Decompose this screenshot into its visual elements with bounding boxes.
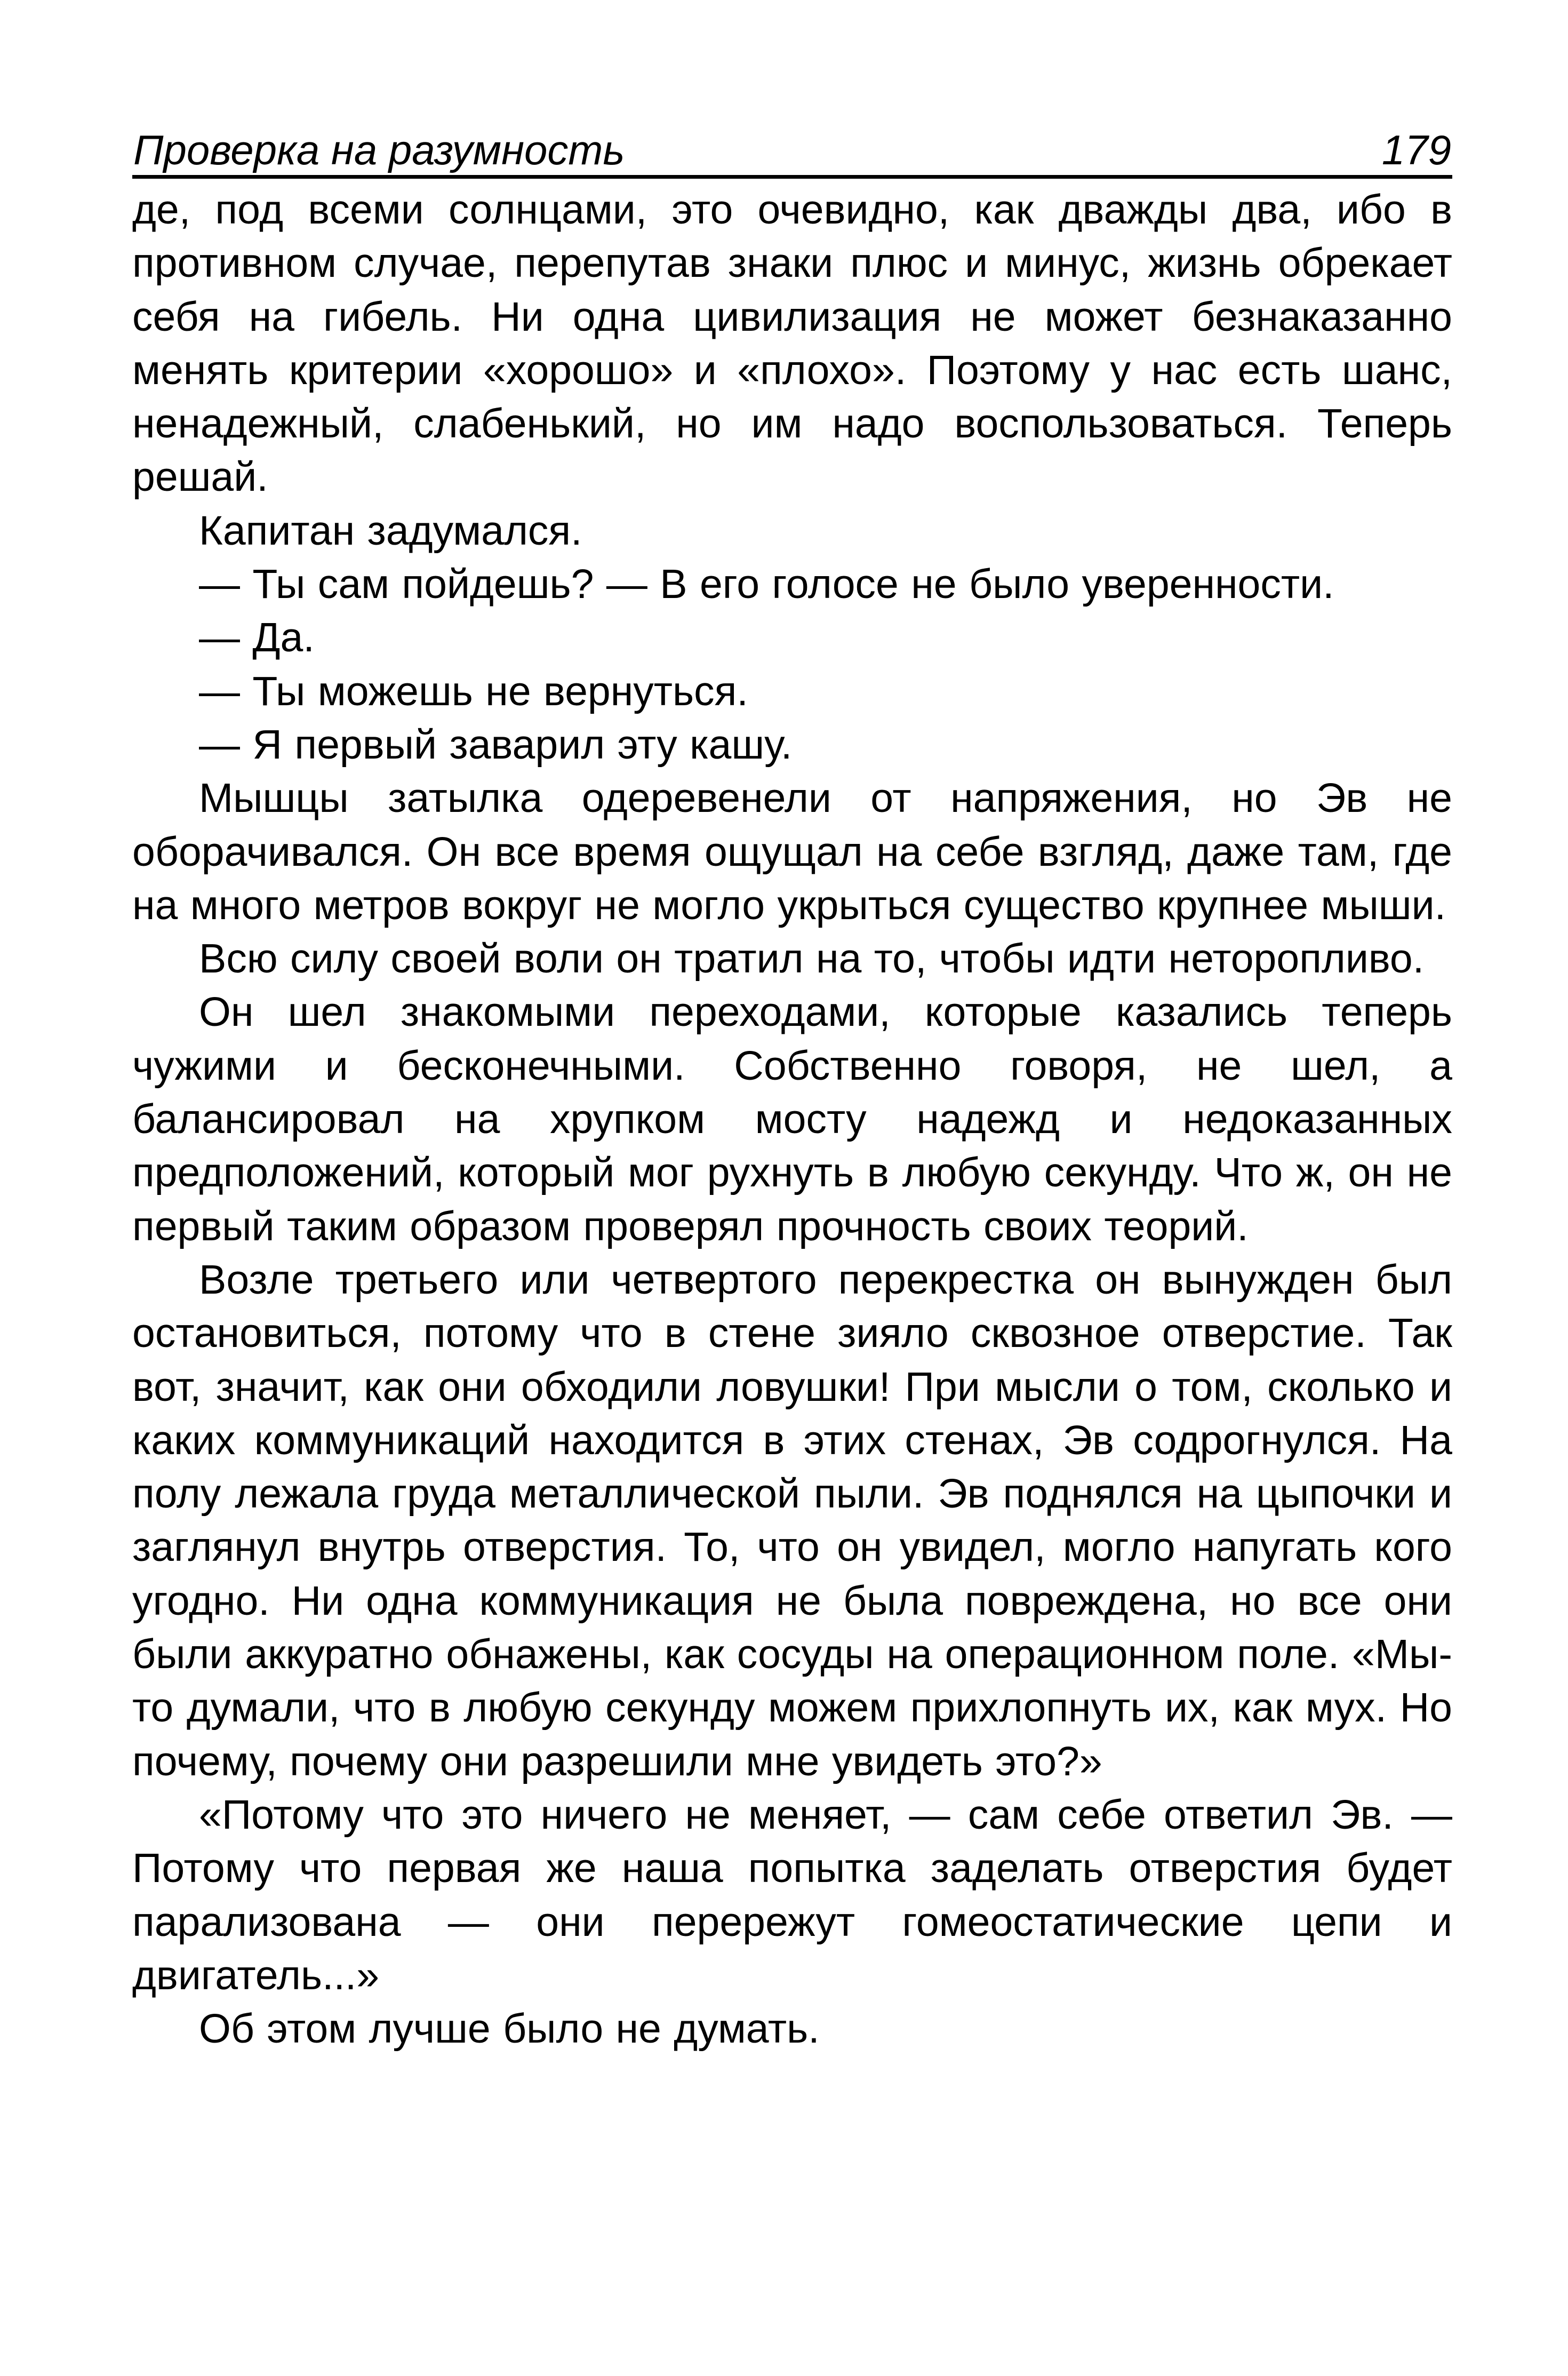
running-head-title: Проверка на разумность bbox=[133, 126, 625, 173]
dialogue-line: — Я первый заварил эту кашу. bbox=[199, 721, 793, 768]
dialogue-line: — Да. bbox=[199, 615, 315, 661]
page-number: 179 bbox=[1381, 126, 1451, 173]
paragraph: Капитан задумался. bbox=[199, 507, 582, 554]
dialogue-line: — Ты можешь не вернуться. bbox=[199, 668, 748, 714]
paragraph: Мышцы затылка одеревенели от напряжения, но Эв не оборачивался. Он все время ощущал на себе взгляд, даже там, где на много метров вокруг не могло укрыться существо крупнее мыши. bbox=[132, 775, 1452, 928]
paragraph: Он шел знакомыми переходами, которые казались теперь чужими и бесконечными. Собственно говоря, не шел, а балансировал на хрупком мосту надежд и недоказанных предположений, который мог рухнуть в любую секунду. Что ж, он не первый таким образом проверял прочность своих теорий. bbox=[132, 989, 1452, 1249]
running-head bbox=[132, 107, 1452, 179]
book-page bbox=[132, 107, 1452, 2055]
body-text bbox=[132, 183, 1452, 2055]
paragraph: «Потому что это ничего не меняет, — сам себе ответил Эв. — Потому что первая же наша попытка заделать отверстия будет парализована — они перережут гомеостатические цепи и двигатель...» bbox=[132, 1791, 1452, 1998]
paragraph: Всю силу своей воли он тратил на то, чтобы идти неторопливо. bbox=[199, 936, 1425, 982]
paragraph: Об этом лучше было не думать. bbox=[199, 2006, 820, 2052]
paragraph: де, под всеми солнцами, это очевидно, как дважды два, ибо в противном случае, перепутав знаки плюс и минус, жизнь обрекает себя на гибель. Ни одна цивилизация не может безнаказанно менять критерии «хорошо» и «плохо». Поэтому у нас есть шанс, ненадежный, слабенький, но им надо воспользоваться. Теперь решай. bbox=[132, 187, 1452, 500]
paragraph: Возле третьего или четвертого перекрестка он вынужден был остановиться, потому что в стене зияло сквозное отверстие. Так вот, значит, как они обходили ловушки! При мысли о том, сколько и каких коммуникаций находится в этих стенах, Эв содрогнулся. На полу лежала груда металлической пыли. Эв поднялся на цыпочки и заглянул внутрь отверстия. То, что он увидел, могло напугать кого угодно. Ни одна коммуникация не была повреждена, но все они были аккуратно обнажены, как сосуды на операционном поле. «Мы-то думали, что в любую секунду можем прихлопнуть их, как мух. Но почему, почему они разрешили мне увидеть это?» bbox=[132, 1256, 1452, 1784]
dialogue-line: — Ты сам пойдешь? — В его голосе не было уверенности. bbox=[199, 561, 1334, 608]
